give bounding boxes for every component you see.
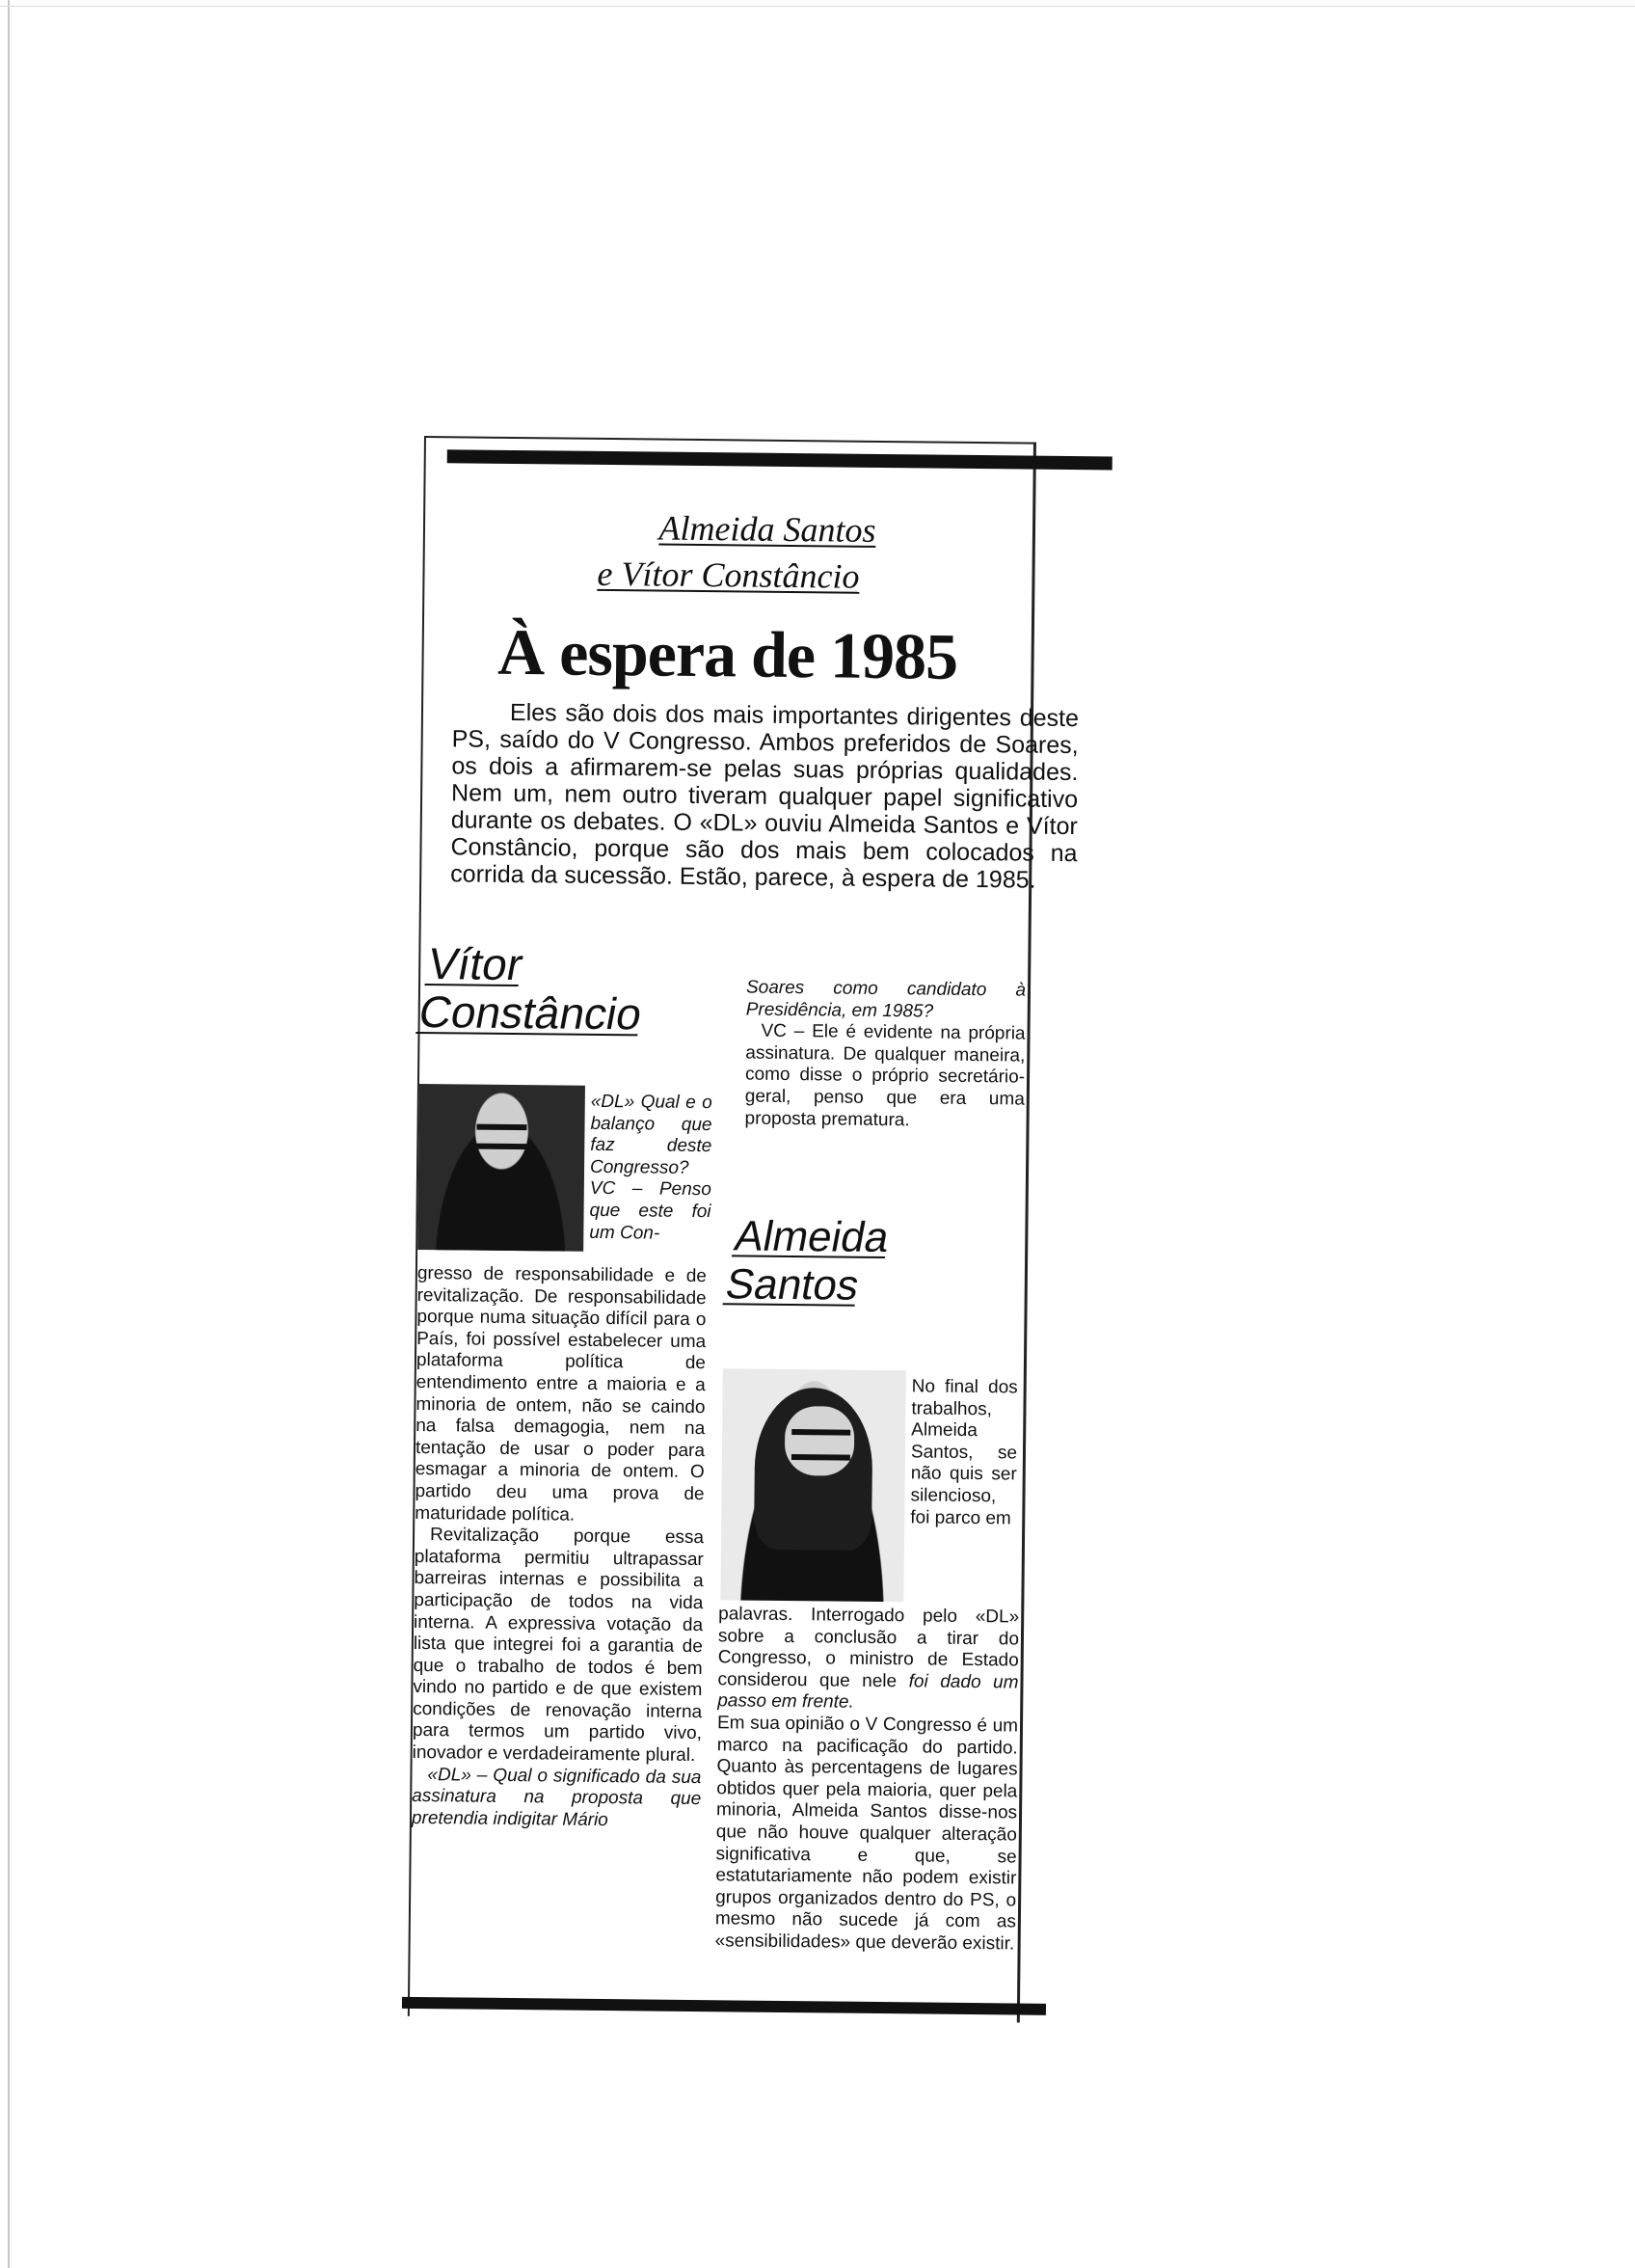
constancio-answer-column: [412, 1263, 707, 1833]
constancio-title-line-2: Constâncio: [415, 986, 647, 1040]
almeida-paragraph-2: Em sua opinião o V Congresso é um marco na pacificação do partido. Quanto às percentagens de lugares obtidos quer pela maioria, quer pela minoria, Almeida Santos disse-nos que não houve qualquer alteração significativa e que, se estatutariamente não podem existir grupos organizados dentro do PS, o mesmo não sucede já com as «sensibilidades» que deverão existir.: [714, 1713, 1019, 1955]
constancio-title: [415, 939, 656, 1038]
constancio-photo: [417, 1084, 585, 1252]
almeida-paragraph-1: [717, 1604, 1019, 1715]
constancio-answer-1: gresso de responsabilidade e de revitalização. De responsabilidade porque numa situação difícil para o País, foi possível estabelecer uma plataforma política de entendimento entre a maioria e a minoria de ontem, não se caindo na falsa demagogia, nem na tentação de usar o poder para esmagar a minoria de ontem. O partido deu uma prova de maturidade política.: [415, 1262, 707, 1526]
headline: À espera de 1985: [496, 614, 958, 693]
glasses-shape: [476, 1124, 526, 1149]
kicker-line-1: Almeida Santos: [658, 508, 876, 550]
almeida-title: [722, 1212, 894, 1310]
scan-edge: [0, 6, 1635, 7]
constancio-answer-1b: Revitalização porque essa plataforma permitiu ultrapassar barreiras internas e possibilita a participação de todos na vida interna. A expressiva votação da lista que integrei foi a garantia de que o trabalho de todos é bem vindo no partido e de que existem condições de renovação interna para termos um partido vivo, inovador e verdadeiramente plural.: [412, 1525, 705, 1767]
scan-edge: [8, 0, 10, 2268]
glasses-shape: [791, 1429, 850, 1460]
constancio-question-2-cont: Soares como candidato à Presidência, em 1985?: [745, 977, 1027, 1022]
bottom-rule: [402, 1997, 1046, 2015]
top-rule: [447, 449, 1112, 470]
constancio-continuation: [744, 978, 1026, 1133]
lead-paragraph: Eles são dois dos mais importantes dirigentes deste PS, saído do V Congresso. Ambos preferidos de Soares, os dois a afirmarem-se pelas suas próprias qualidades. Nem um, nem outro tiveram qualquer papel significativo durante os debates. O «DL» ouviu Almeida Santos e Vítor Constâncio, porque são dos mais bem colocados na corrida da sucessão. Estão, parece, à espera de 1985.: [450, 698, 1080, 894]
constancio-title-line-1: Vítor: [423, 938, 527, 990]
almeida-intro: No final dos trabalhos, Almeida Santos, se não quis ser silencioso, foi parco em: [910, 1376, 1018, 1528]
almeida-title-line-1: Almeida: [731, 1212, 894, 1262]
newspaper-clipping: [408, 436, 1080, 2023]
almeida-photo: [720, 1368, 906, 1602]
kicker-line-2: e Vítor Constâncio: [597, 554, 860, 596]
almeida-paragraph-1-text: palavras. Interrogado pelo «DL» sobre a conclusão a tirar do Congresso, o ministro de Estado considerou que nele: [717, 1604, 1020, 1691]
constancio-question-1: «DL» Qual e o balanço que faz deste Congresso? VC – Penso que este foi um Con-: [589, 1091, 712, 1244]
constancio-question-2: «DL» – Qual o significado da sua assinatura na proposta que pretendia indigitar Mário: [411, 1764, 702, 1830]
constancio-answer-2: VC – Ele é evidente na própria assinatura. De qualquer maneira, como disse o próprio secretário-geral, penso que era uma proposta prematura.: [744, 1020, 1026, 1130]
almeida-title-line-2: Santos: [721, 1260, 864, 1310]
almeida-column: [715, 1604, 1020, 1956]
almeida-quote: foi dado um passo em frente.: [717, 1671, 1019, 1714]
